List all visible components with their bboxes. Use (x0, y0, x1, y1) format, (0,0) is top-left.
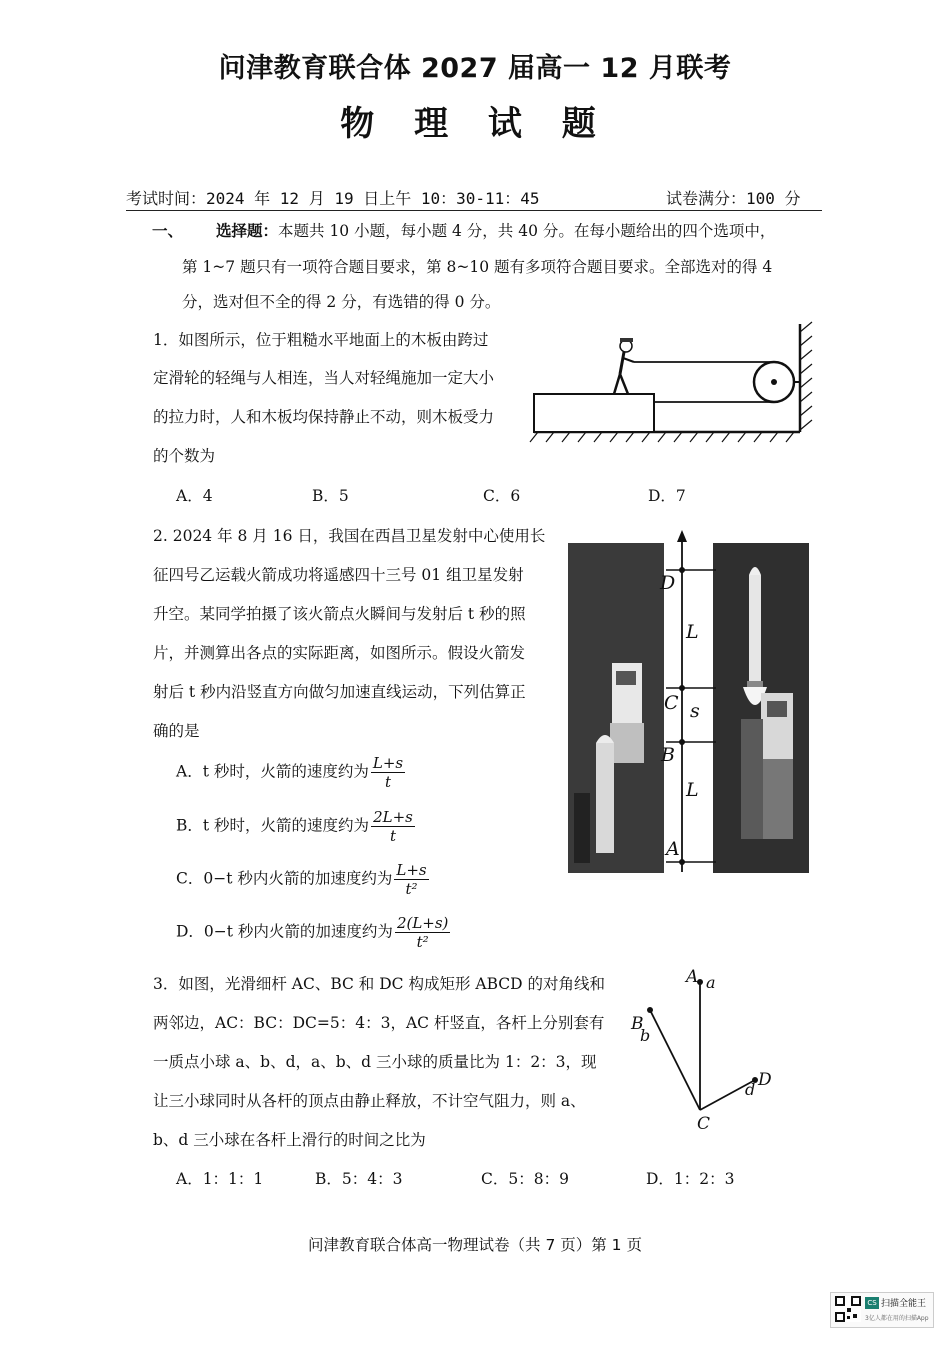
q2-option-d-text: D．0−t 秒内火箭的加速度约为 (176, 922, 393, 941)
q2-option-a-numerator: L+s (372, 754, 404, 772)
q3-label-D: D (758, 1070, 772, 1090)
q1-line-4: 的个数为 (153, 447, 216, 465)
q3-label-A: A (686, 967, 699, 987)
section-line-3: 分，选对但不全的得 2 分，有选错的得 0 分。 (182, 293, 501, 311)
q2-line-6: 确的是 (153, 722, 200, 740)
q1-option-a: A．4 (176, 487, 213, 505)
q3-option-c: C．5：8：9 (481, 1170, 569, 1188)
q3-label-C: C (697, 1114, 711, 1134)
page-footer: 问津教育联合体高一物理试卷（共 7 页）第 1 页 (308, 1236, 642, 1254)
q2-option-c-fraction (394, 861, 428, 898)
q1-option-b: B．5 (312, 487, 349, 505)
q2-label-s: s (690, 700, 700, 722)
q2-photo-after-t (713, 543, 809, 873)
q2-line-1: 2. 2024 年 8 月 16 日，我国在西昌卫星发射中心使用长 (153, 527, 546, 545)
q2-label-C: C (664, 692, 679, 714)
q3-option-d: D．1：2：3 (646, 1170, 735, 1188)
q3-label-a: a (706, 973, 716, 992)
q2-label-A: A (666, 838, 680, 860)
exam-title: 问津教育联合体 2027 届高一 12 月联考 (218, 53, 732, 84)
q2-label-D: D (660, 572, 676, 594)
q3-line-5: b、d 三小球在各杆上滑行的时间之比为 (153, 1131, 426, 1149)
q3-option-a: A．1：1：1 (176, 1170, 264, 1188)
q2-line-4: 片，并测算出各点的实际距离，如图所示。假设火箭发 (153, 644, 526, 662)
q2-option-a (176, 754, 405, 791)
section-number: 一、 (152, 221, 184, 240)
q3-line-1: 3．如图，光滑细杆 AC、BC 和 DC 构成矩形 ABCD 的对角线和 (153, 975, 605, 993)
q2-option-d-fraction (395, 914, 450, 951)
scanner-label: 扫描全能王 (881, 1299, 927, 1309)
section-line-2: 第 1~7 题只有一项符合题目要求，第 8~10 题有多项符合题目要求。全部选对的得 4 (182, 258, 773, 276)
q3-option-b: B．5：4：3 (315, 1170, 403, 1188)
q2-option-d-denominator: t² (416, 933, 429, 951)
section-heading: 选择题： (216, 221, 279, 240)
q3-line-2: 两邻边，AC：BC：DC=5：4：3，AC 杆竖直，各杆上分别套有 (153, 1014, 605, 1032)
q2-line-3: 升空。某同学拍摄了该火箭点火瞬间与发射后 t 秒的照 (153, 605, 526, 623)
q1-option-d: D．7 (648, 487, 686, 505)
q2-label-L-lower: L (686, 779, 699, 801)
scanner-badge (830, 1292, 934, 1328)
q3-label-b: b (640, 1026, 651, 1045)
q1-line-2: 定滑轮的轻绳与人相连，当人对轻绳施加一定大小 (153, 369, 495, 387)
q2-option-d-numerator: 2(L+s) (396, 914, 449, 932)
q2-option-c (176, 861, 429, 898)
q3-line-4: 让三小球同时从各杆的顶点由静止释放，不计空气阻力，则 a、 (153, 1092, 586, 1110)
q2-option-c-numerator: L+s (396, 861, 427, 879)
q2-photo-ignition (568, 543, 664, 873)
q2-option-c-text: C．0−t 秒内火箭的加速度约为 (176, 869, 393, 888)
q2-option-a-text: A．t 秒时，火箭的速度约为 (176, 762, 369, 781)
q2-option-b-text: B．t 秒时，火箭的速度约为 (176, 816, 370, 835)
header-rule (126, 210, 822, 211)
full-score: 试卷满分：100 分 (666, 189, 801, 208)
q2-option-b-numerator: 2L+s (373, 808, 413, 826)
q1-figure (528, 318, 824, 450)
section-line-1 (216, 219, 775, 241)
q2-option-a-fraction (371, 754, 405, 791)
q1-line-1: 1．如图所示，位于粗糙水平地面上的木板由跨过 (153, 331, 489, 349)
q2-option-d (176, 914, 450, 951)
q2-option-b-fraction (371, 808, 415, 845)
q2-option-c-denominator: t² (405, 880, 418, 898)
q1-line-3: 的拉力时，人和木板均保持静止不动，则木板受力 (153, 408, 495, 426)
q2-option-b-denominator: t (389, 827, 396, 845)
q1-option-c: C．6 (483, 487, 521, 505)
q2-line-2: 征四号乙运载火箭成功将遥感四十三号 01 组卫星发射 (153, 566, 524, 584)
q2-label-L-upper: L (686, 621, 699, 643)
section-text-1: 本题共 10 小题，每小题 4 分，共 40 分。在每小题给出的四个选项中， (278, 222, 776, 240)
q3-label-d: d (745, 1080, 756, 1099)
scanner-logo: CS (865, 1297, 879, 1309)
q2-line-5: 射后 t 秒内沿竖直方向做匀加速直线运动，下列估算正 (153, 683, 526, 701)
q2-option-b (176, 808, 415, 845)
qr-code-icon (835, 1296, 861, 1322)
scanner-sub: 3亿人都在用的扫描App (865, 1315, 929, 1322)
q3-label-B: B (631, 1014, 644, 1034)
subject-title: 物 理 试 题 (340, 104, 610, 144)
q2-label-B: B (661, 744, 675, 766)
q2-option-a-denominator: t (384, 773, 391, 791)
q3-line-3: 一质点小球 a、b、d，a、b、d 三小球的质量比为 1：2：3，现 (153, 1053, 597, 1071)
exam-time: 考试时间：2024 年 12 月 19 日上午 10：30-11：45 (126, 189, 540, 208)
